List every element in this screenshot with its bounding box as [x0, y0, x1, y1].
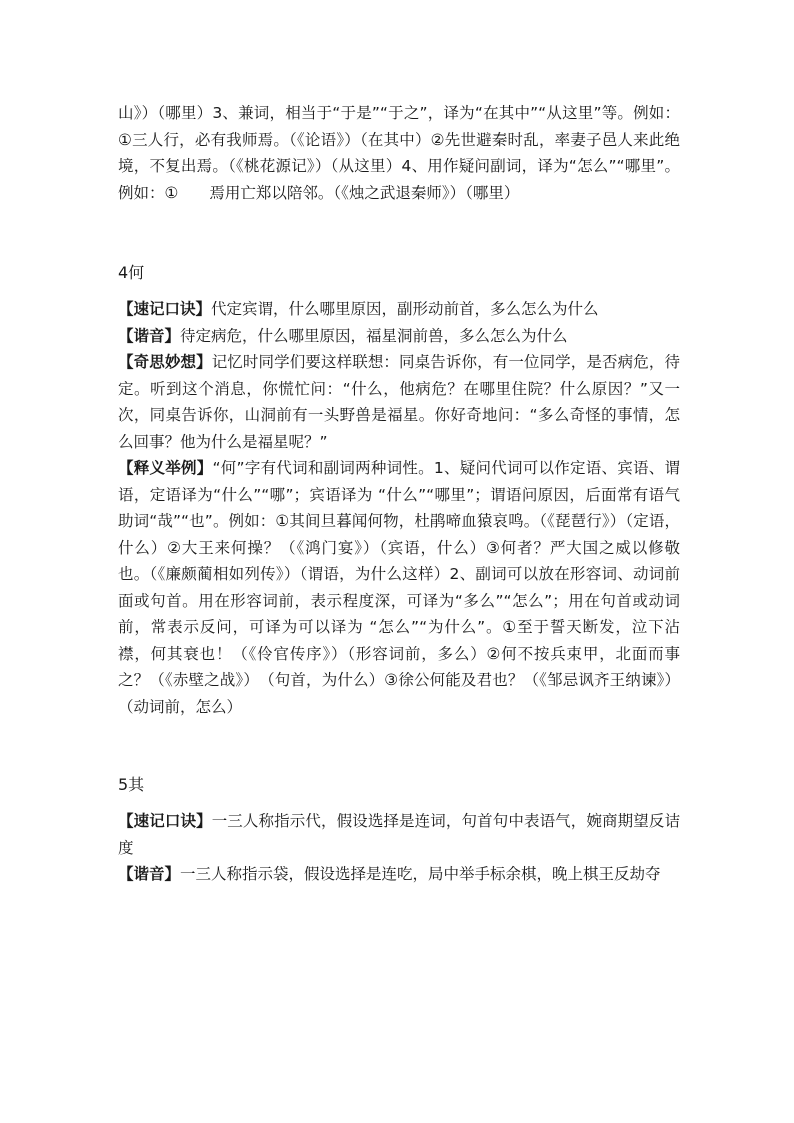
mnemonic-label: 【速记口诀】 — [118, 300, 212, 318]
section-4-explain — [118, 455, 680, 720]
intro-paragraph: 山》）（哪里）3、兼词，相当于“于是”“于之”，译为“在其中”“从这里”等。例如：①三人行，必有我师焉。（《论语》）（在其中）②先世避秦时乱，率妻子邑人来此绝境，不复出焉。（《桃花源记》）（从这里）4、用作疑问副词，译为“怎么”“哪里”。例如：① 焉用亡郑以陪邻。（《烛之武退秦师》）（哪里） — [118, 104, 680, 202]
section-4-homophone — [118, 323, 680, 350]
section-4-imagine — [118, 349, 680, 455]
spacer — [118, 286, 680, 296]
imagine-text: 记忆时同学们要这样联想：同桌告诉你，有一位同学，是否病危，待定。听到这个消息，你慌忙问：“什么，他病危？在哪里住院？什么原因？”又一次，同桌告诉你，山洞前有一头野兽是福星。你好奇地问：“多么奇怪的事情，怎么回事？他为什么是福星呢？” — [118, 353, 680, 451]
spacer — [118, 720, 680, 772]
section-4-heading: 4何 — [118, 263, 145, 282]
spacer — [118, 206, 680, 260]
homophone-label: 【谐音】 — [118, 865, 181, 883]
document-page — [118, 100, 680, 888]
mnemonic-text: 一三人称指示代，假设选择是连词，句首句中表语气，婉商期望反诘度 — [118, 812, 680, 857]
explain-label: 【释义举例】 — [118, 459, 213, 477]
section-5-heading: 5其 — [118, 775, 145, 794]
homophone-text: 待定病危，什么哪里原因，福星洞前兽，多么怎么为什么 — [180, 326, 568, 345]
homophone-label: 【谐音】 — [118, 326, 181, 345]
homophone-text: 一三人称指示袋，假设选择是连吃，局中举手标余棋，晚上棋王反劫夺 — [180, 865, 661, 883]
explain-text: “何”字有代词和副词两种词性。1、疑问代词可以作定语、宾语、谓语，定语译为“什么”“哪”；宾语译为 “什么”“哪里”；谓语问原因，后面常有语气助词“哉”“也”。例如：①其间旦暮闻何物，杜鹃啼血猿哀鸣。（《琵琶行》）（定语，什么）②大王来何操？（《鸿门宴》）（宾语，什么）③何者？严大国之威以修敬也。（《廉颇蔺相如列传》）（谓语，为什么这样）2、副词可以放在形容词、动词前面或句首。用在形容词前，表示程度深，可译为“多么”“怎么”；用在句首或动词前，常表示反问，可译为可以译为 “怎么”“为什么”。①至于誓天断发，泣下沾襟，何其衰也！（《伶官传序》）（形容词前，多么）②何不按兵束甲，北面而事之？（《赤壁之战》） （句首，为什么）③徐公何能及君也？（《邹忌讽齐王纳谏》）（动词前，怎么） — [118, 459, 680, 716]
mnemonic-text: 代定宾谓，什么哪里原因，副形动前首，多么怎么为什么 — [211, 300, 599, 318]
section-4-mnemonic — [118, 296, 680, 323]
section-5-mnemonic — [118, 808, 680, 861]
section-5-homophone — [118, 861, 680, 888]
spacer — [118, 798, 680, 808]
imagine-label: 【奇思妙想】 — [118, 353, 212, 371]
mnemonic-label: 【速记口诀】 — [118, 812, 212, 830]
